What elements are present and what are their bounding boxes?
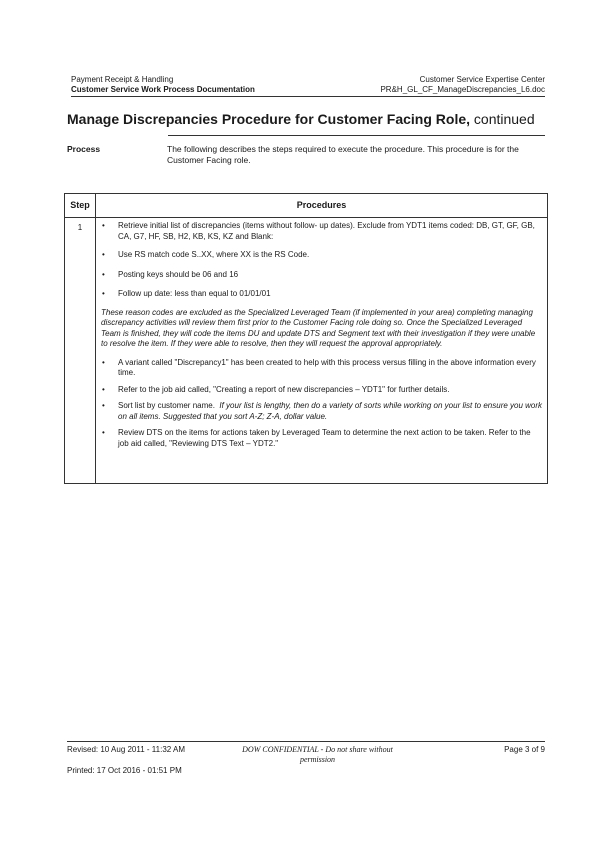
- table-header-procedures: Procedures: [296, 200, 347, 210]
- bullet-icon: •: [102, 428, 105, 437]
- list-item: [101, 385, 543, 396]
- bullet-icon: •: [102, 269, 105, 279]
- bullet-icon: •: [102, 289, 105, 298]
- bullet-icon: •: [102, 384, 105, 394]
- process-label: Process: [67, 144, 101, 154]
- header-left: [71, 75, 255, 95]
- footer-divider: [67, 741, 545, 742]
- table-header-row: [65, 194, 547, 218]
- reason-codes-note: These reason codes are excluded as the Specialized Leveraged Team (if implemented in your area) completing managing discrepancy activities will review them first prior to the Customer Facing role doing so. Once the Specialized Leveraged Team is finished, they will code the items DU and update DTS and Segment text with their investigation if they were unable to resolve the item. If they were able to resolve, then they will request the approval appropriately.: [101, 307, 536, 348]
- bullet-text: Review DTS on the items for actions taken by Leveraged Team to determine the next action to be taken. Refer to the job aid called, "Reviewing DTS Text – YDT2.": [118, 428, 531, 448]
- footer-page-number: Page 3 of 9: [504, 745, 545, 754]
- process-description: The following describes the steps required to execute the procedure. This procedure is for the Customer Facing role.: [167, 144, 519, 165]
- bullet-text: Sort list by customer name.: [118, 401, 215, 410]
- list-item: [101, 289, 543, 300]
- bullet-text: Refer to the job aid called, "Creating a report of new discrepancies – YDT1" for further details.: [118, 384, 450, 394]
- bullet-icon: •: [102, 401, 105, 410]
- page-title: [67, 111, 547, 127]
- column-divider: [95, 194, 96, 483]
- bullet-icon: •: [102, 357, 105, 367]
- procedure-table: [64, 193, 548, 484]
- bullet-text: Follow up date: less than equal to 01/01/01: [118, 289, 271, 298]
- list-item: [101, 250, 543, 261]
- header-divider: [71, 96, 545, 97]
- footer-revised: Revised: 10 Aug 2011 - 11:32 AM: [67, 745, 186, 754]
- bullet-text: Posting keys should be 06 and 16: [118, 269, 239, 279]
- step-number: 1: [77, 223, 83, 232]
- footer-confidential: DOW CONFIDENTIAL - Do not share without permission: [242, 745, 393, 764]
- header-right-line1: Customer Service Expertise Center: [419, 75, 545, 84]
- bullet-text-italic: If your list is lengthy, then do a variety of sorts while working on your list to ensure you work on all items. Suggested that you sort A-Z; Z-A, dollar value.: [118, 401, 543, 421]
- list-item: [101, 221, 543, 242]
- procedure-body: [101, 221, 543, 449]
- header-left-line2: Customer Service Work Process Documentation: [71, 85, 255, 94]
- page-title-continued: continued: [473, 111, 535, 127]
- list-item: [101, 358, 543, 379]
- list-item: [101, 428, 543, 449]
- bullet-text: Use RS match code S..XX, where XX is the RS Code.: [118, 250, 310, 259]
- header-right-line2: PR&H_GL_CF_ManageDiscrepancies_L6.doc: [380, 85, 545, 94]
- list-item: [101, 270, 543, 281]
- bullet-text: A variant called "Discrepancy1" has been created to help with this process versus filling in the above information every time.: [118, 357, 536, 377]
- page-title-main: Manage Discrepancies Procedure for Customer Facing Role,: [67, 111, 471, 127]
- header-right: [380, 75, 545, 95]
- table-header-step: Step: [70, 200, 90, 210]
- bullet-icon: •: [102, 221, 105, 230]
- list-item: [101, 401, 543, 422]
- bullet-text: Retrieve initial list of discrepancies (items without follow- up dates). Exclude from YDT1 items coded: DB, GT, GF, GB, CA, G7, HF, SB, H2, KB, KS, KZ and Blank:: [118, 221, 535, 241]
- footer-printed: Printed: 17 Oct 2016 - 01:51 PM: [67, 766, 182, 775]
- header-left-line1: Payment Receipt & Handling: [71, 75, 174, 84]
- bullet-icon: •: [102, 250, 105, 259]
- title-divider: [168, 135, 545, 136]
